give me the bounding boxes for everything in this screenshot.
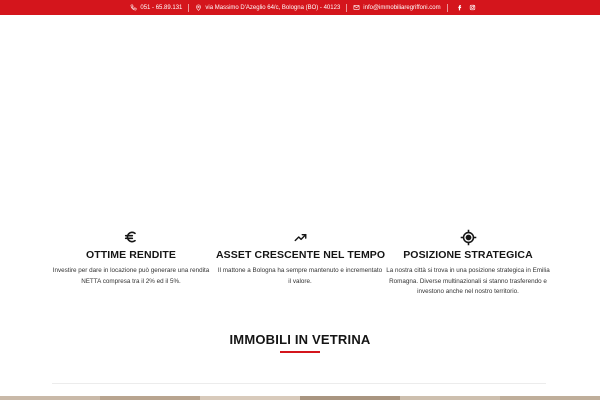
feature-title: OTTIME RENDITE bbox=[85, 249, 177, 261]
phone-number: 051 - 65.89.131 bbox=[140, 4, 183, 11]
feature-text: La nostra città si trova in una posizione strategica in Emilia Romagna. Diverse multinazionali si stanno trasferendo e investono anche nel nostro territorio. bbox=[386, 267, 550, 295]
phone-icon bbox=[130, 4, 137, 11]
feature-title: ASSET CRESCENTE NEL TEMPO bbox=[216, 249, 386, 261]
social-links bbox=[448, 4, 476, 11]
target-icon bbox=[460, 229, 477, 246]
section-title: IMMOBILI IN VETRINA bbox=[229, 332, 371, 347]
feature-text: Investire per dare in locazione può generare una rendita NETTA compresa tra il 2% ed il 5%. bbox=[52, 267, 210, 285]
feature-title: POSIZIONE STRATEGICA bbox=[403, 249, 533, 261]
email-contact[interactable] bbox=[347, 4, 446, 11]
feature-posizione-strategica bbox=[384, 228, 552, 298]
phone-contact[interactable] bbox=[124, 4, 188, 11]
email-address: info@immobiliaregriffoni.com bbox=[363, 4, 441, 11]
feature-text: Il mattone a Bologna ha sempre mantenuto e incrementato il valore. bbox=[217, 267, 383, 285]
map-pin-icon bbox=[195, 4, 202, 11]
hero-banner bbox=[0, 15, 600, 220]
trending-up-icon bbox=[292, 230, 309, 244]
instagram-icon[interactable] bbox=[469, 4, 476, 11]
facebook-icon[interactable] bbox=[456, 4, 463, 11]
address-contact[interactable] bbox=[189, 4, 346, 11]
property-listing-preview[interactable] bbox=[0, 396, 600, 400]
feature-asset-crescente bbox=[216, 228, 384, 287]
address-text: via Massimo D'Azeglio 64/c, Bologna (BO) - 40123 bbox=[205, 4, 341, 11]
title-underline bbox=[280, 351, 320, 353]
top-info-bar bbox=[0, 0, 600, 15]
section-divider bbox=[52, 383, 546, 384]
euro-icon bbox=[123, 229, 139, 245]
feature-ottime-rendite bbox=[47, 228, 215, 287]
mail-icon bbox=[353, 4, 360, 11]
